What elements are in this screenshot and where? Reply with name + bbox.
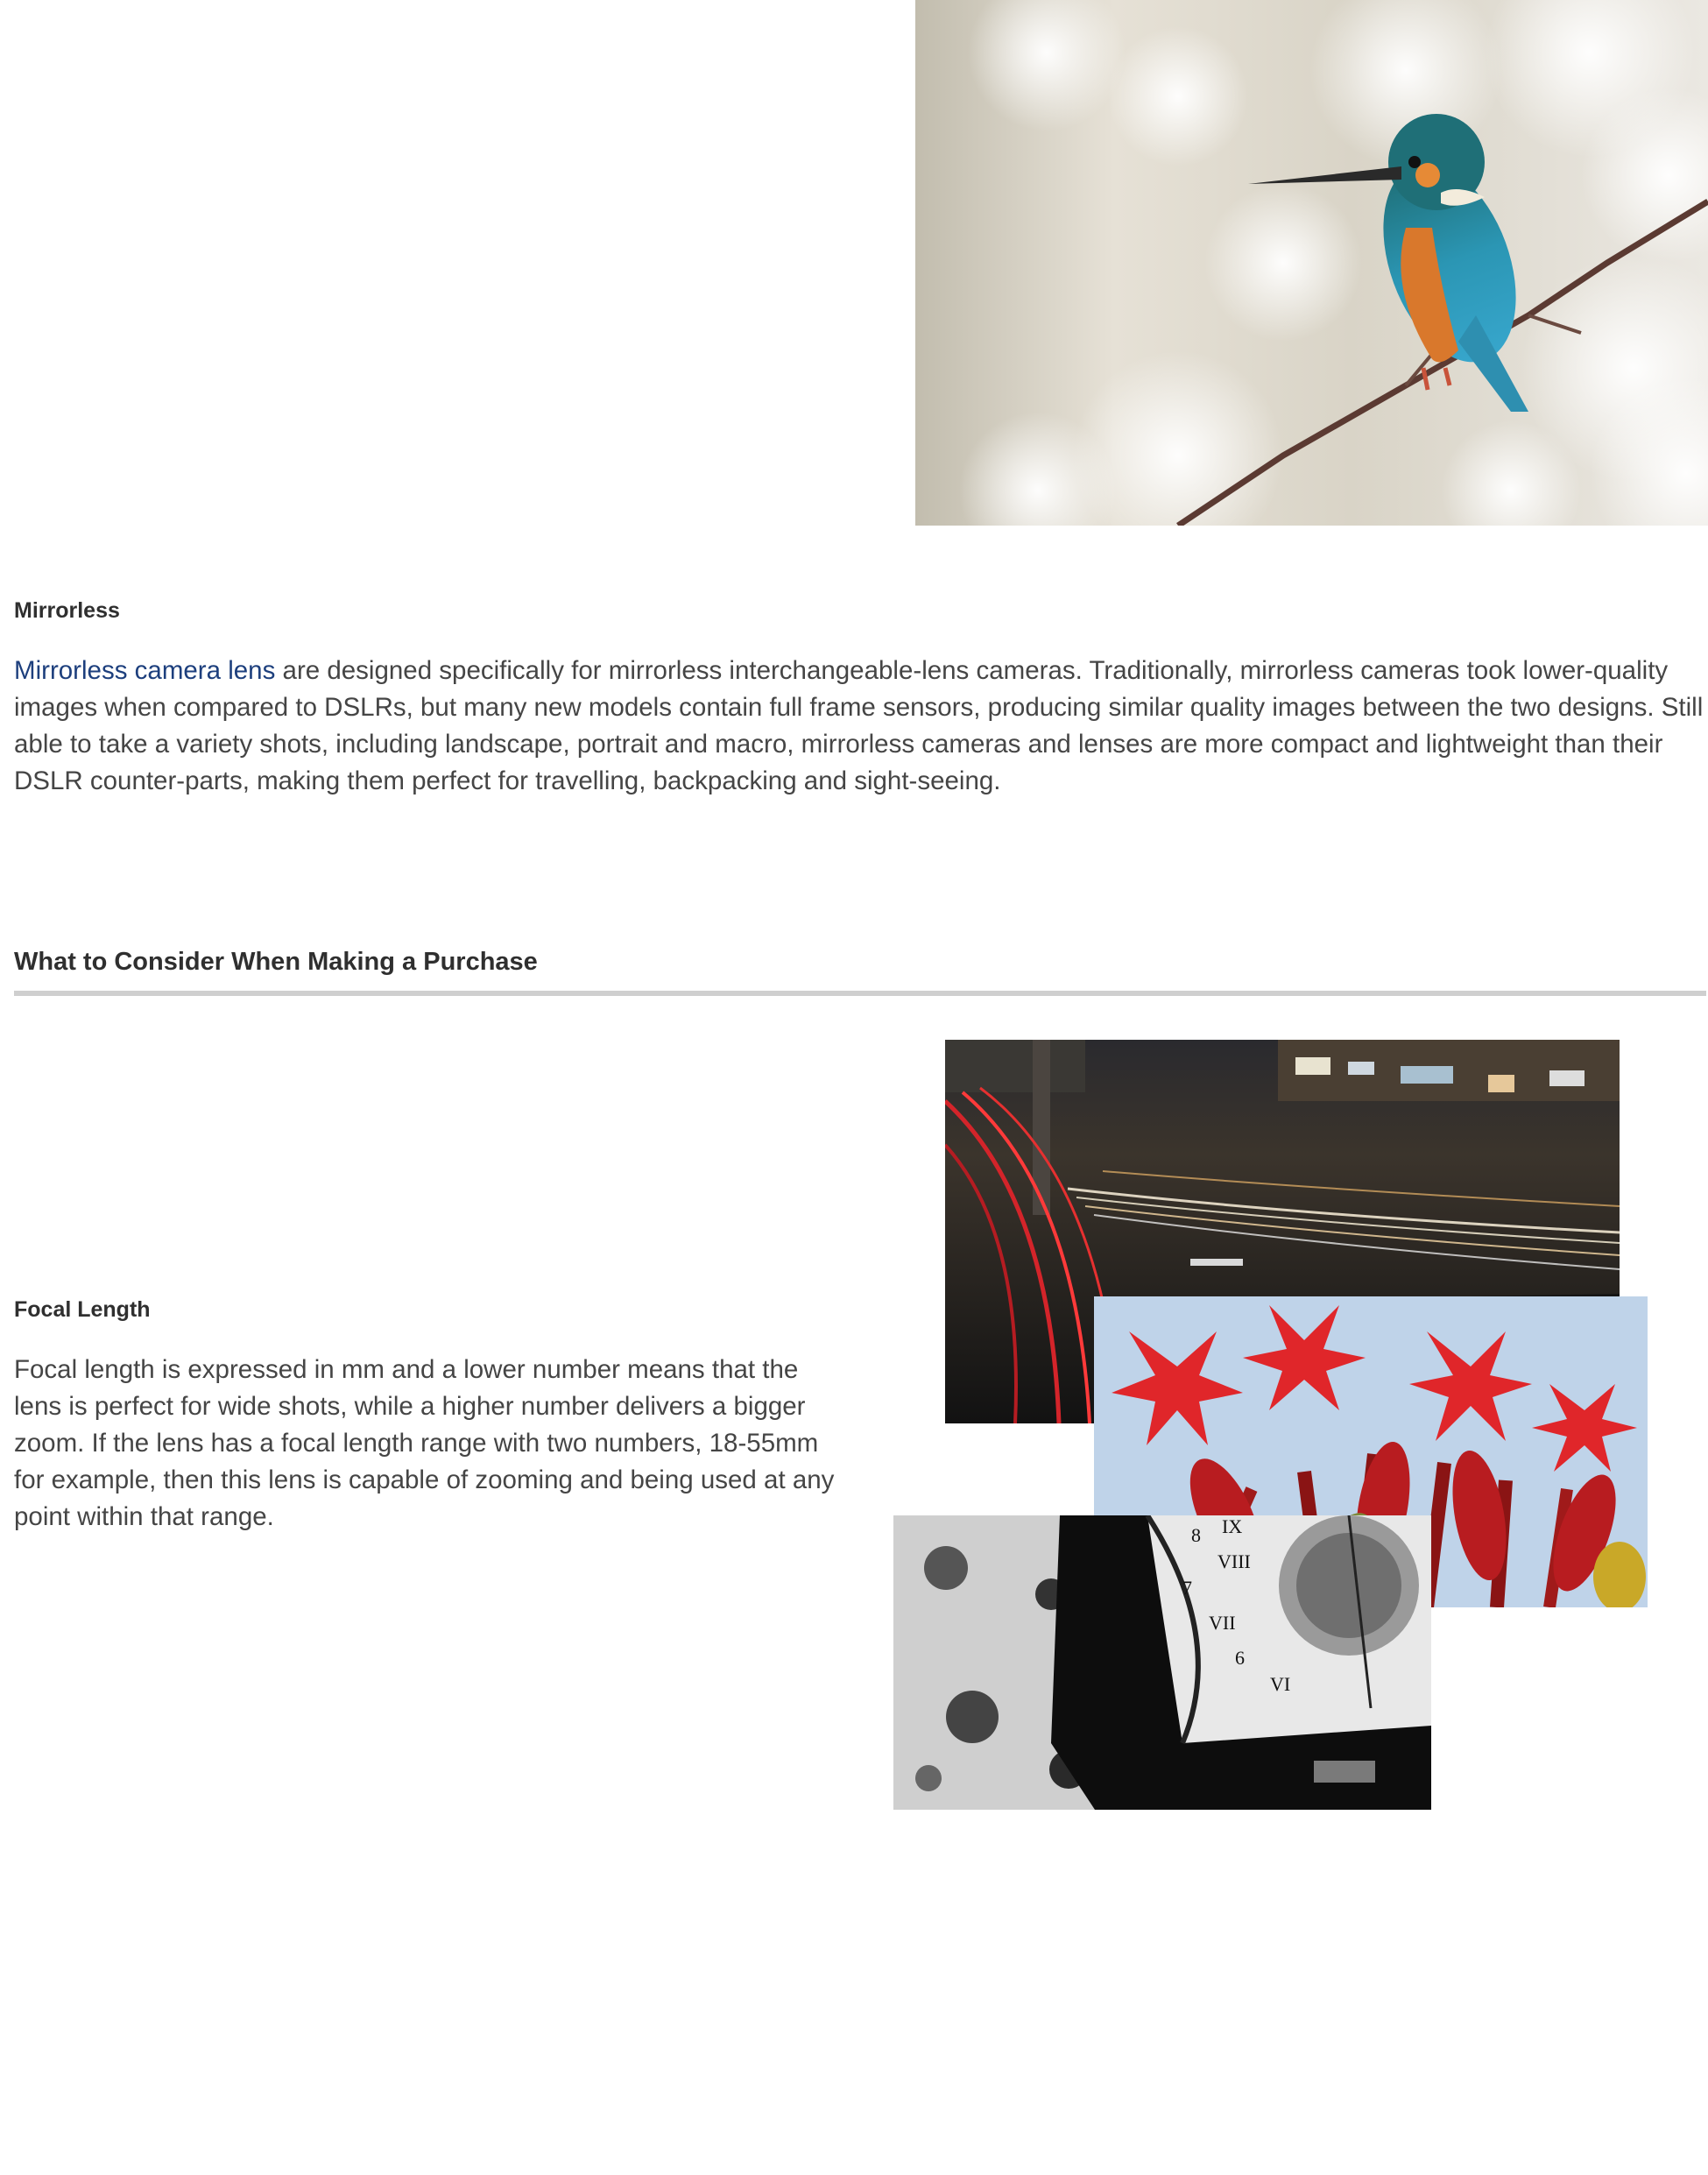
focal-length-heading: Focal Length xyxy=(14,1297,151,1322)
svg-text:VII: VII xyxy=(1209,1612,1236,1634)
mirrorless-camera-lens-link[interactable]: Mirrorless camera lens xyxy=(14,656,276,685)
kingfisher-photo xyxy=(915,0,1708,526)
svg-text:VI: VI xyxy=(1270,1673,1291,1695)
kingfisher-illustration xyxy=(915,0,1708,526)
section-divider xyxy=(14,991,1706,996)
purchase-heading: What to Consider When Making a Purchase xyxy=(14,948,538,976)
svg-text:VIII: VIII xyxy=(1217,1550,1251,1572)
mirrorless-paragraph xyxy=(14,653,1704,800)
svg-text:IX: IX xyxy=(1222,1515,1243,1537)
svg-text:7: 7 xyxy=(1182,1577,1192,1599)
sundial-photo xyxy=(893,1515,1431,1810)
focal-length-paragraph: Focal length is expressed in mm and a lower number means that the lens is perfect for wide shots, while a higher number delivers a bigger zoom. If the lens has a focal length range with two numbers, 18-55mm for example, then this lens is capable of zooming and being used at any point within that range. xyxy=(14,1355,835,1531)
mirrorless-body-text: are designed specifically for mirrorless interchangeable-lens cameras. Traditionally, mirrorless cameras took lower-quality images when compared to DSLRs, but many new models contain full frame sensors, producing similar quality images between the two designs. Still able to take a variety shots, including landscape, portrait and macro, mirrorless cameras and lenses are more compact and lightweight than their DSLR counter-parts, making them perfect for travelling, backpacking and sight-seeing. xyxy=(14,656,1704,795)
mirrorless-heading: Mirrorless xyxy=(14,598,120,623)
svg-text:6: 6 xyxy=(1235,1647,1245,1669)
svg-text:8: 8 xyxy=(1191,1524,1201,1546)
